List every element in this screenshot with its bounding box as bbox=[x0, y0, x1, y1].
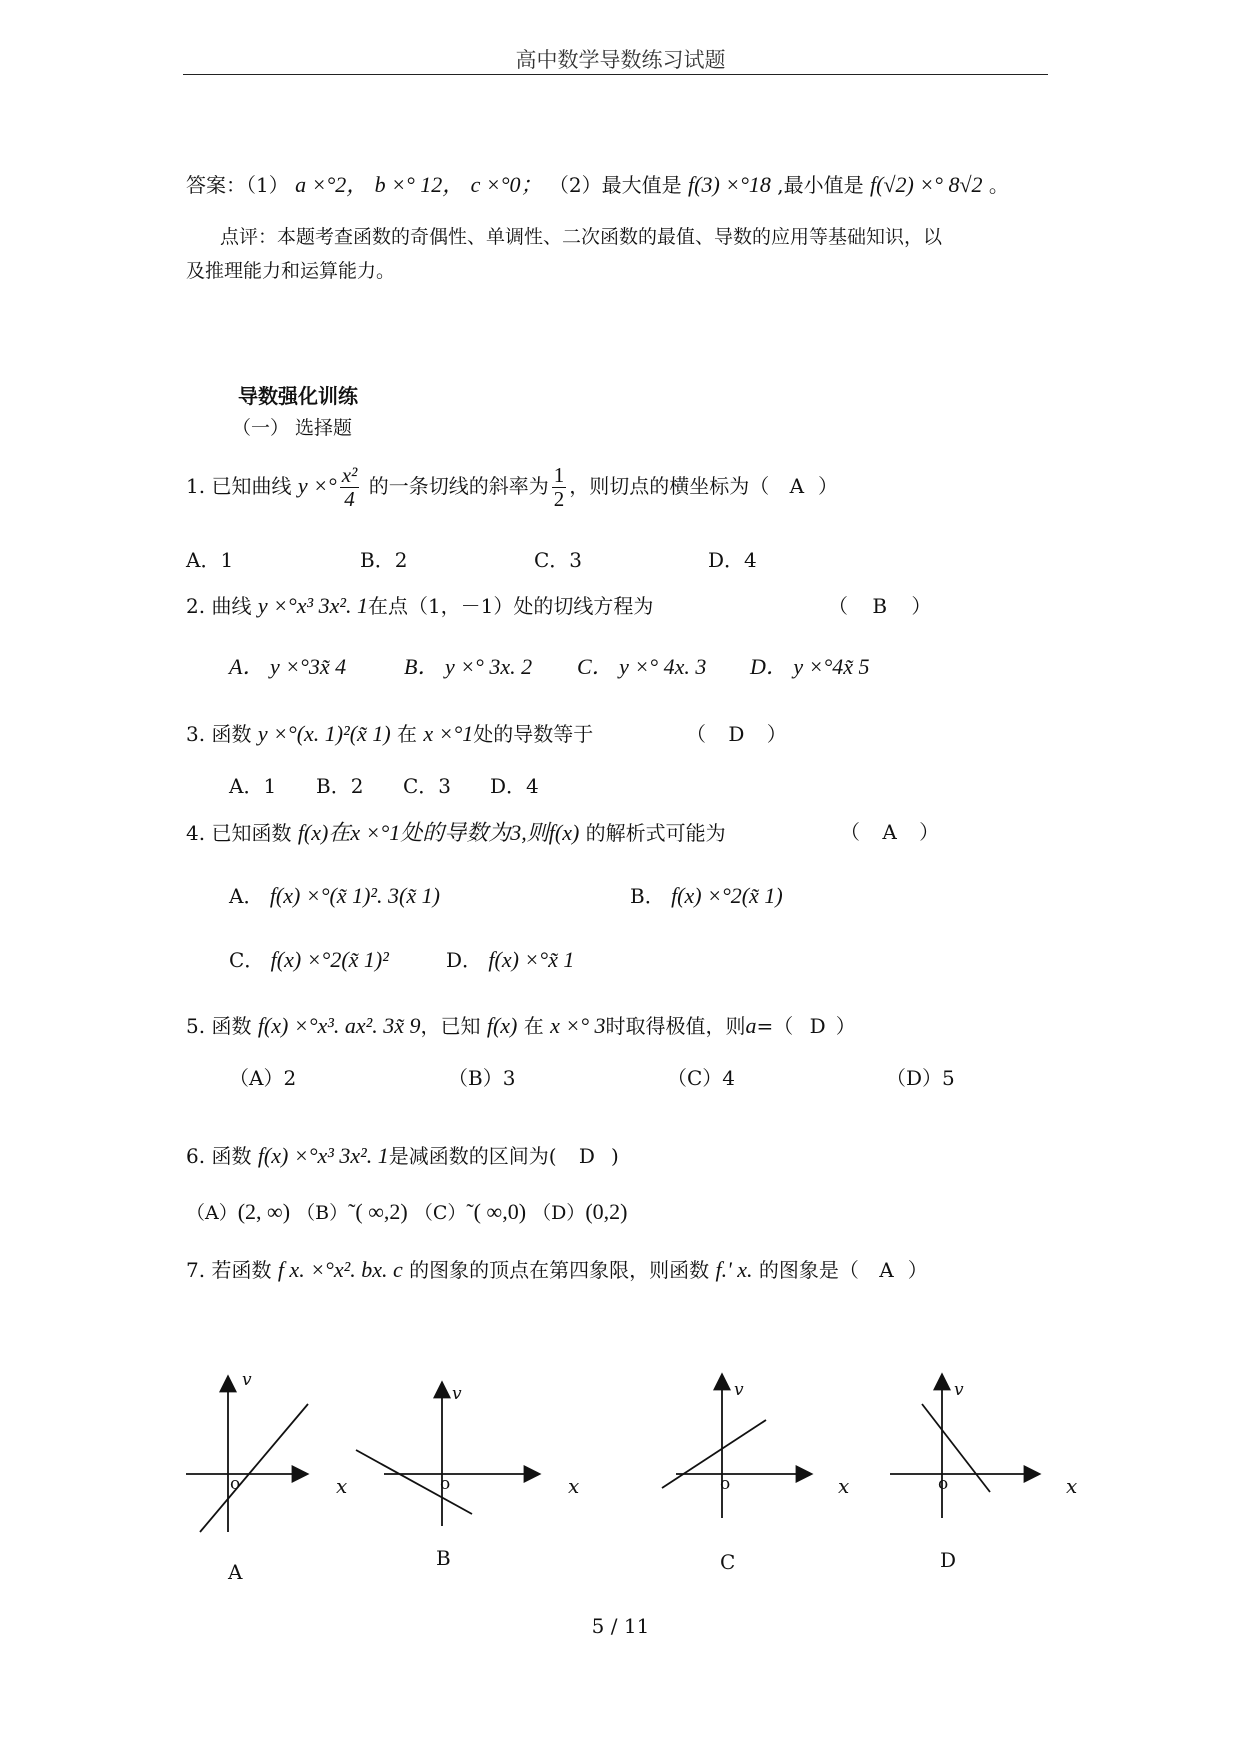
q5-prefix: 5. 函数 bbox=[186, 1014, 252, 1038]
question-2 bbox=[186, 590, 653, 619]
q1-slope-num: 1 bbox=[553, 462, 565, 487]
q3-prefix: 3. 函数 bbox=[186, 722, 252, 746]
graph-c-option-label: C bbox=[720, 1550, 736, 1574]
q4-option-c bbox=[229, 944, 389, 973]
q2-option-b: B． y ×° 3x. 2 bbox=[404, 654, 533, 679]
page-header-title: 高中数学导数练习试题 bbox=[515, 48, 726, 72]
q7-expr: f x. ×°x². bx. c bbox=[277, 1257, 403, 1282]
q2-expr: y ×°x³ 3x². 1 bbox=[257, 593, 368, 618]
graph-a bbox=[186, 1370, 346, 1540]
q3-option-a: A．1 bbox=[229, 774, 277, 798]
graph-b-origin: o bbox=[440, 1474, 451, 1494]
question-5 bbox=[186, 1010, 856, 1039]
q5-close: ） bbox=[835, 1014, 856, 1038]
q6-option-b-expr: ˜( ∞,2) bbox=[348, 1199, 408, 1224]
question-4 bbox=[186, 816, 726, 847]
q6-option-c-label: （C） bbox=[413, 1202, 467, 1224]
q4-answer: A bbox=[882, 820, 897, 844]
q2-answer: B bbox=[872, 594, 888, 618]
q1-close: ） bbox=[818, 474, 839, 498]
graph-b-line bbox=[356, 1450, 472, 1514]
q5-mid2: 在 bbox=[523, 1014, 544, 1038]
graph-a-option-label: A bbox=[228, 1560, 243, 1584]
q1-suffix: ，则切点的横坐标为（ bbox=[569, 474, 770, 498]
graph-c-origin: o bbox=[720, 1474, 731, 1494]
comment-line-1: 点评：本题考查函数的奇偶性、单调性、二次函数的最值、导数的应用等基础知识，以 bbox=[220, 226, 943, 248]
q5-mid: ，已知 bbox=[420, 1014, 481, 1038]
q3-answer-group bbox=[686, 718, 787, 747]
q1-option-d: D．4 bbox=[708, 548, 757, 572]
graph-b-x-label: x bbox=[568, 1474, 580, 1498]
page-number: 5 / 11 bbox=[591, 1614, 650, 1638]
q2-suffix: 在点（1，－1）处的切线方程为 bbox=[367, 594, 654, 618]
q1-frac-den: 4 bbox=[344, 487, 355, 511]
q4-option-d-expr: f(x) ×°x̃ 1 bbox=[488, 947, 575, 972]
q4-option-a-label: A． bbox=[229, 884, 264, 908]
q1-frac-num: x² bbox=[341, 462, 358, 487]
q3-answer-open: （ bbox=[686, 722, 706, 746]
q4-option-a-expr: f(x) ×°(x̃ 1)². 3(x̃ 1) bbox=[269, 883, 440, 908]
q3-answer-close: ） bbox=[766, 722, 787, 746]
answer-a: a ×°2， bbox=[295, 172, 369, 197]
q6-expr: f(x) ×°x³ 3x². 1 bbox=[257, 1143, 389, 1168]
graph-d-y-label: v bbox=[954, 1380, 964, 1400]
q4-option-c-label: C． bbox=[229, 948, 265, 972]
q6-option-a-expr: (2, ∞) bbox=[237, 1199, 291, 1224]
q5-fx: f(x) bbox=[486, 1013, 518, 1038]
graph-a-x-label: x bbox=[336, 1474, 348, 1498]
question-6 bbox=[186, 1140, 619, 1169]
q5-answer: D bbox=[809, 1014, 826, 1038]
q4-option-d bbox=[446, 944, 574, 973]
q1-fraction bbox=[340, 464, 360, 511]
q2-option-c: C． y ×° 4x. 3 bbox=[577, 654, 707, 679]
graph-b-y-label: v bbox=[452, 1384, 462, 1404]
question-7 bbox=[186, 1254, 928, 1283]
q4-option-d-label: D． bbox=[446, 948, 483, 972]
answer-end: 。 bbox=[988, 173, 1009, 197]
q1-mid: 的一条切线的斜率为 bbox=[368, 474, 549, 498]
q6-answer: D bbox=[578, 1144, 595, 1168]
graph-d-origin: o bbox=[938, 1474, 949, 1494]
q5-option-a: （A）2 bbox=[229, 1066, 297, 1090]
q2-option-a: A． y ×°3x̃ 4 bbox=[229, 654, 347, 679]
answer-min-expr: f(√2) ×° 8√2 bbox=[870, 172, 983, 197]
q1-answer: A bbox=[789, 474, 805, 498]
graph-b-option-label: B bbox=[436, 1546, 451, 1570]
q5-eq: =（ bbox=[756, 1014, 794, 1038]
section-title: 导数强化训练 bbox=[238, 384, 358, 408]
q2-option-d: D． y ×°4x̃ 5 bbox=[750, 654, 870, 679]
q2-answer-close: ） bbox=[911, 594, 932, 618]
q3-option-d: D．4 bbox=[490, 774, 539, 798]
q7-suffix: 的图象是（ bbox=[758, 1258, 859, 1282]
graph-d-line bbox=[922, 1404, 990, 1492]
q6-prefix: 6. 函数 bbox=[186, 1144, 252, 1168]
q3-option-b: B．2 bbox=[316, 774, 364, 798]
header-rule bbox=[183, 74, 1048, 75]
q4-option-c-expr: f(x) ×°2(x̃ 1)² bbox=[270, 947, 389, 972]
q1-slope-den: 2 bbox=[553, 487, 565, 511]
answer-max-expr: f(3) ×°18 bbox=[688, 172, 771, 197]
question-1 bbox=[186, 456, 838, 516]
q5-option-b: （B）3 bbox=[448, 1066, 516, 1090]
q3-expr: y ×°(x. 1)²(x̃ 1) bbox=[257, 721, 391, 746]
q4-option-b-label: B． bbox=[630, 884, 665, 908]
q5-at: x ×° 3 bbox=[550, 1013, 606, 1038]
q1-expr: y ×° bbox=[297, 473, 337, 498]
q7-prefix: 7. 若函数 bbox=[186, 1258, 272, 1282]
q6-option-d-expr: (0,2) bbox=[585, 1199, 628, 1224]
q3-option-c: C．3 bbox=[403, 774, 452, 798]
q6-options bbox=[186, 1198, 627, 1225]
q5-option-c: （C）4 bbox=[667, 1066, 736, 1090]
q4-answer-group bbox=[840, 816, 939, 845]
graph-d-x-label: x bbox=[1066, 1474, 1078, 1498]
q6-suffix: 是减函数的区间为( bbox=[388, 1144, 557, 1168]
q3-answer: D bbox=[728, 722, 745, 746]
graph-c-x-label: x bbox=[838, 1474, 850, 1498]
graph-a-y-label: v bbox=[242, 1370, 252, 1390]
q7-answer: A bbox=[879, 1258, 894, 1282]
answer-c: c ×°0； bbox=[470, 172, 543, 197]
answer-line bbox=[186, 168, 1009, 199]
q4-prefix: 4. 已知函数 bbox=[186, 821, 292, 845]
q3-mid: 在 bbox=[397, 722, 418, 746]
answer-b: b ×° 12， bbox=[374, 172, 465, 197]
q3-at: x ×°1 bbox=[423, 721, 474, 746]
q7-close: ） bbox=[907, 1258, 928, 1282]
graph-a-line bbox=[200, 1404, 308, 1532]
q5-suffix: 时取得极值，则 bbox=[605, 1014, 746, 1038]
answer-min-prefix: ,最小值是 bbox=[777, 173, 864, 197]
q4-suffix: 的解析式可能为 bbox=[585, 821, 726, 845]
q6-close: ) bbox=[610, 1144, 619, 1168]
q4-option-b-expr: f(x) ×°2(x̃ 1) bbox=[671, 883, 783, 908]
q7-mid: 的图象的顶点在第四象限，则函数 bbox=[409, 1258, 710, 1282]
graph-d-option-label: D bbox=[940, 1548, 957, 1572]
q4-option-a bbox=[229, 880, 440, 909]
q1-option-c: C．3 bbox=[534, 548, 583, 572]
q2-prefix: 2. 曲线 bbox=[186, 594, 252, 618]
q6-option-c-expr: ˜( ∞,0) bbox=[466, 1199, 527, 1224]
q5-option-d: （D）5 bbox=[886, 1066, 955, 1090]
q6-option-d-label: （D） bbox=[532, 1202, 586, 1224]
q3-suffix: 处的导数等于 bbox=[473, 722, 594, 746]
q6-option-a-label: （A） bbox=[186, 1202, 238, 1224]
q7-deriv: f.' x. bbox=[715, 1257, 753, 1282]
q2-answer-open: （ bbox=[828, 594, 848, 618]
q4-answer-open: （ bbox=[840, 820, 860, 844]
graph-c-y-label: v bbox=[734, 1380, 744, 1400]
comment-line-2: 及推理能力和运算能力。 bbox=[186, 260, 396, 282]
answer-prefix: 答案：（1） bbox=[186, 173, 289, 197]
q4-answer-close: ） bbox=[919, 820, 940, 844]
q1-option-a: A．1 bbox=[186, 548, 234, 572]
q6-option-b-label: （B） bbox=[296, 1202, 349, 1224]
q1-prefix: 1. 已知曲线 bbox=[186, 474, 292, 498]
graph-c-line bbox=[662, 1420, 766, 1488]
q5-expr: f(x) ×°x³. ax². 3x̃ 9 bbox=[257, 1013, 421, 1038]
q2-answer-group bbox=[828, 590, 931, 619]
graph-a-origin: o bbox=[230, 1474, 241, 1494]
section-subtitle: （一） 选择题 bbox=[232, 417, 353, 439]
q1-option-b: B．2 bbox=[360, 548, 408, 572]
answer-part2: （2）最大值是 bbox=[548, 173, 682, 197]
q5-a: a bbox=[745, 1013, 757, 1038]
question-3 bbox=[186, 718, 593, 747]
graph-d bbox=[890, 1372, 1050, 1522]
q1-slope-fraction bbox=[552, 464, 567, 511]
q4-expr: f(x)在x ×°1处的导数为3,则f(x) bbox=[297, 820, 580, 845]
q4-option-b bbox=[630, 880, 783, 909]
